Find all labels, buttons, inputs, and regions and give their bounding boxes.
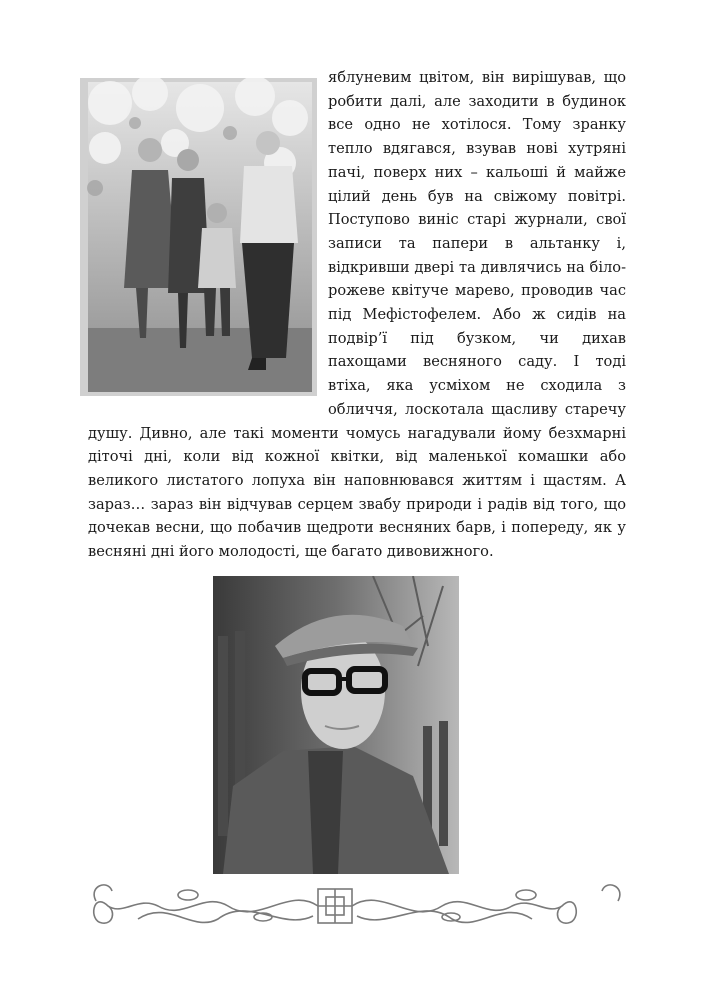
body-text-block [88,66,626,564]
portrait-photo [213,576,459,874]
decorative-ornament [88,881,626,931]
photo-float-spacer [88,66,328,400]
body-paragraph: яблуневим цвітом, він вирішував, що робити далі, але заходити в будинок все одно не хотілося. Тому зранку тепло вдягався, взував нові хутряні пачі, поверх них – кальоші й майже цілий день був на свіжому повітрі. Поступово виніс старі журнали, свої записи та папери в альтанку і, відкривши двері та дивлячись на біло-рожеве квітуче марево, проводив час під Мефістофелем. Або ж сидів на подвір’ї під бузком, чи дихав пахощами весняного саду. І тоді втіха, яка усміхом не сходила з обличчя, лоскотала щасливу старечу душу. Дивно, але такі моменти чомусь нагадували йому безхмарні діточі дні, коли від кожної квітки, від маленької комашки або великого листатого лопуха він наповнювався життям і щастям. А зараз… зараз він відчував серцем звабу природи і радів від того, що дочекав весни, що побачив щедроти весняних барв, і попереду, як у весняні дні його молодості, ще багато дивовижного. [88,69,626,561]
